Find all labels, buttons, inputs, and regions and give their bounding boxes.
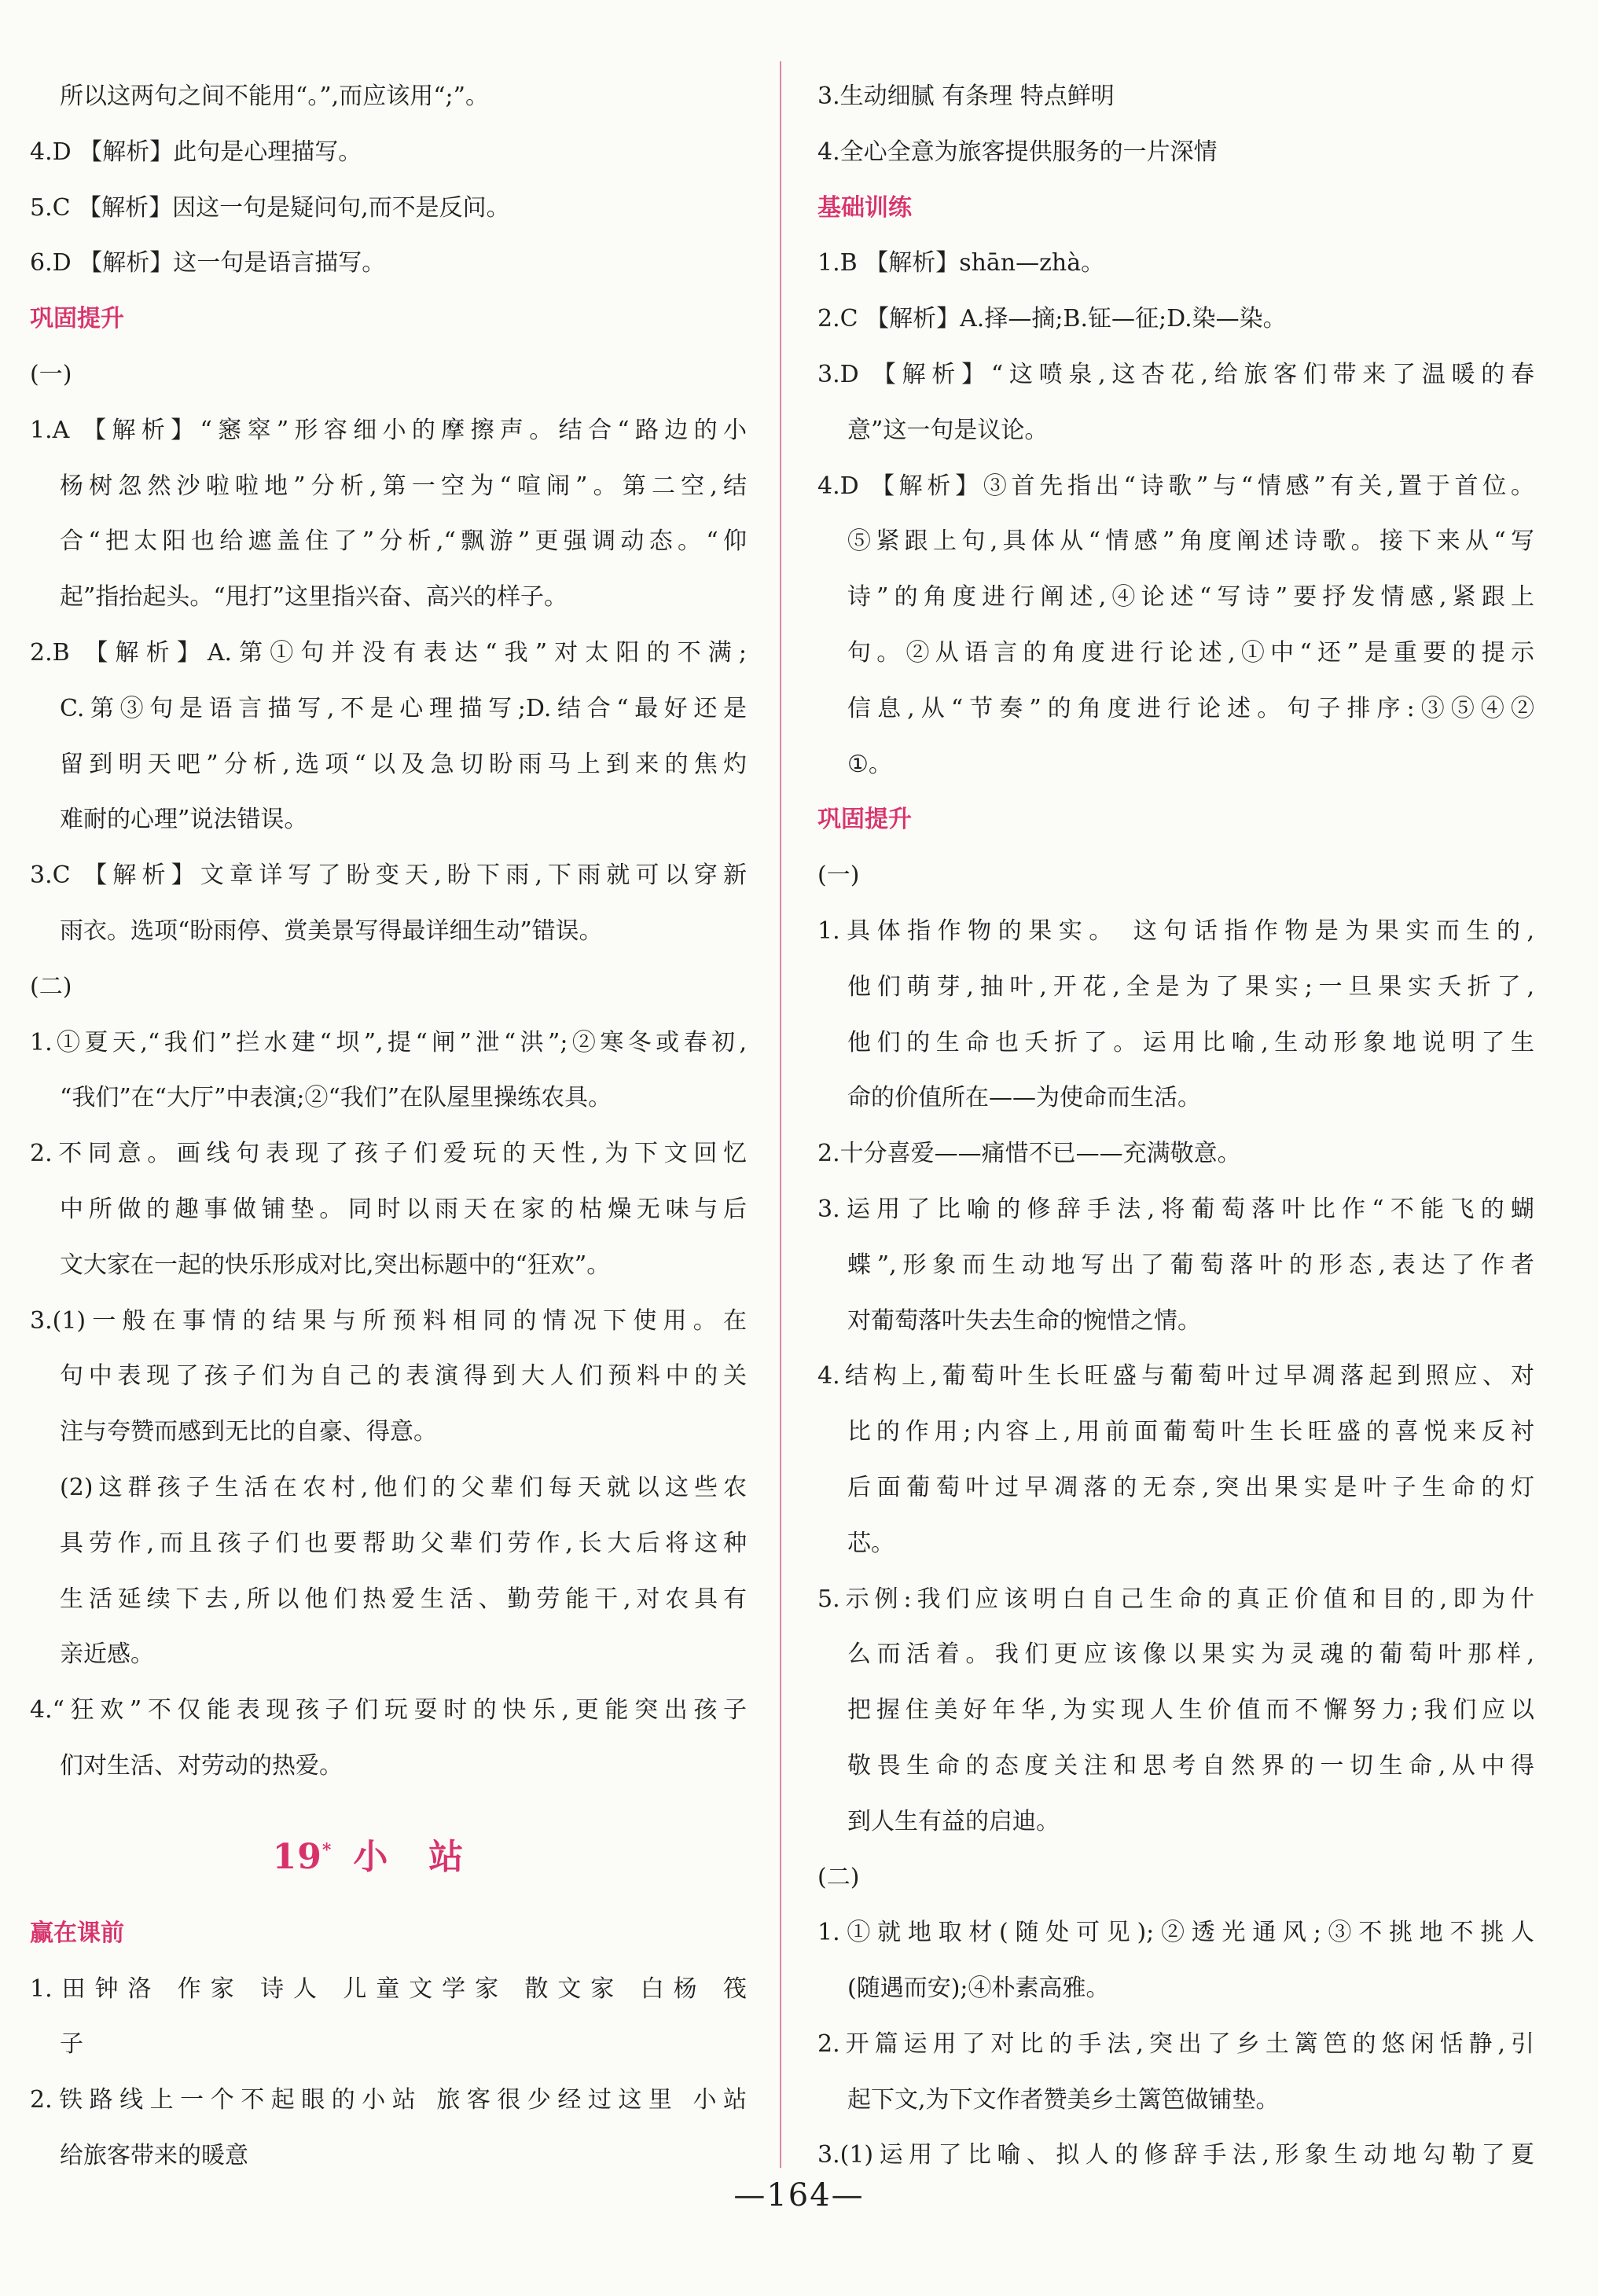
answer-line: 芯。: [847, 1529, 895, 1557]
answer-line: 3.(1)运用了比喻、拟人的修辞手法,形象生动地勾勒了夏: [817, 2141, 1534, 2169]
answer-line: 4.结构上,葡萄叶生长旺盛与葡萄叶过早凋落起到照应、对: [817, 1362, 1534, 1390]
answer-line: 3.(1)一般在事情的结果与所预料相同的情况下使用。在: [30, 1306, 747, 1335]
column-divider: [780, 61, 781, 2168]
answer-line: (一): [817, 861, 860, 890]
answer-line: 雨衣。选项“盼雨停、赏美景写得最详细生动”错误。: [60, 917, 603, 945]
lesson-asterisk: *: [321, 1839, 332, 1861]
answer-line: 2.C 【解析】A.择—摘;B.钲—征;D.染—染。: [817, 305, 1287, 333]
answer-line: 4.全心全意为旅客提供服务的一片深情: [817, 138, 1218, 166]
page-number: —164—: [733, 2177, 865, 2213]
answer-line: 1.田钟洛 作家 诗人 儿童文学家 散文家 白杨 筏: [30, 1975, 747, 2003]
lesson-title: [30, 1795, 747, 1906]
section-heading: 赢在课前: [30, 1919, 124, 1947]
section-heading: 巩固提升: [30, 305, 124, 333]
answer-line: 亲近感。: [60, 1640, 154, 1669]
answer-line: 3.生动细腻 有条理 特点鲜明: [817, 83, 1115, 110]
answer-line: 他们萌芽,抽叶,开花,全是为了果实;一旦果实夭折了,: [847, 972, 1534, 1001]
answer-line: 所以这两句之间不能用“。”,而应该用“;”。: [60, 83, 489, 110]
answer-line: ①。: [847, 750, 892, 778]
answer-line: 到人生有益的启迪。: [847, 1807, 1060, 1835]
answer-line: 4.D 【解析】③首先指出“诗歌”与“情感”有关,置于首位。: [817, 472, 1534, 500]
answer-line: 留到明天吧”分析,选项“以及急切盼雨马上到来的焦灼: [60, 750, 747, 778]
answer-line: 5.示例:我们应该明白自己生命的真正价值和目的,即为什: [817, 1585, 1534, 1613]
answer-line: 诗”的角度进行阐述,④论述“写诗”要抒发情感,紧跟上: [847, 583, 1534, 612]
answer-line: 1.A 【解析】“窸窣”形容细小的摩擦声。结合“路边的小: [30, 416, 747, 444]
answer-line: 难耐的心理”说法错误。: [60, 806, 308, 834]
answer-line: 们对生活、对劳动的热爱。: [60, 1751, 343, 1780]
answer-line: 1.具体指作物的果实。 这句话指作物是为果实而生的,: [817, 917, 1534, 945]
answer-line: 把握住美好年华,为实现人生价值而不懈努力;我们应以: [847, 1696, 1534, 1725]
lesson-name: 小站: [353, 1836, 505, 1877]
answer-line: 2.不同意。画线句表现了孩子们爱玩的天性,为下文回忆: [30, 1140, 747, 1168]
answer-line: (二): [30, 972, 72, 1001]
answer-line: 生活延续下去,所以他们热爱生活、勤劳能干,对农具有: [60, 1585, 747, 1613]
answer-line: (2)这群孩子生活在农村,他们的父辈们每天就以这些农: [60, 1473, 747, 1501]
answer-line: 命的价值所在——为使命而生活。: [847, 1084, 1201, 1112]
lesson-number: 19: [272, 1836, 322, 1877]
right-column: [817, 69, 1534, 2184]
answer-line: ⑤紧跟上句,具体从“情感”角度阐述诗歌。接下来从“写: [847, 527, 1534, 556]
answer-line: 1.B 【解析】shān—zhà。: [817, 249, 1105, 277]
answer-line: 注与夸赞而感到无比的自豪、得意。: [60, 1418, 437, 1446]
answer-line: 2.B 【解析】A.第①句并没有表达“我”对太阳的不满;: [30, 638, 747, 667]
answer-line: 他们的生命也夭折了。运用比喻,生动形象地说明了生: [847, 1028, 1534, 1056]
answer-line: 杨树忽然沙啦啦地”分析,第一空为“喧闹”。第二空,结: [60, 472, 747, 500]
answer-line: 句中表现了孩子们为自己的表演得到大人们预料中的关: [60, 1362, 747, 1390]
answer-line: 6.D 【解析】这一句是语言描写。: [30, 249, 386, 277]
answer-line: 信息,从“节奏”的角度进行论述。句子排序:③⑤④②: [847, 694, 1534, 722]
answer-line: 2.开篇运用了对比的手法,突出了乡土篱笆的悠闲恬静,引: [817, 2030, 1534, 2058]
answer-line: 3.C 【解析】文章详写了盼变天,盼下雨,下雨就可以穿新: [30, 861, 747, 890]
left-column: [30, 69, 747, 2184]
answer-line: C.第③句是语言描写,不是心理描写;D.结合“最好还是: [60, 694, 747, 722]
answer-line: 敬畏生命的态度关注和思考自然界的一切生命,从中得: [847, 1751, 1534, 1780]
answer-line: (二): [817, 1863, 860, 1891]
answer-line: 1.①夏天,“我们”拦水建“坝”,提“闸”泄“洪”;②寒冬或春初,: [30, 1028, 747, 1056]
answer-line: 中所做的趣事做铺垫。同时以雨天在家的枯燥无味与后: [60, 1195, 747, 1223]
answer-line: 起下文,为下文作者赞美乡土篱笆做铺垫。: [847, 2085, 1280, 2114]
answer-line: (一): [30, 360, 72, 388]
answer-line: 后面葡萄叶过早凋落的无奈,突出果实是叶子生命的灯: [847, 1473, 1534, 1501]
answer-line: 2.铁路线上一个不起眼的小站 旅客很少经过这里 小站: [30, 2086, 747, 2114]
answer-line: 子: [60, 2030, 83, 2059]
answer-line: 合“把太阳也给遮盖住了”分析,“飘游”更强调动态。“仰: [60, 527, 747, 556]
section-heading: 基础训练: [817, 193, 912, 222]
answer-line: 给旅客带来的暖意: [60, 2141, 248, 2169]
answer-line: 意”这一句是议论。: [847, 416, 1049, 444]
answer-line: 5.C 【解析】因这一句是疑问句,而不是反问。: [30, 193, 510, 222]
answer-line: 1.①就地取材(随处可见);②透光通风;③不挑地不挑人: [817, 1919, 1534, 1947]
answer-line: 么而活着。我们更应该像以果实为灵魂的葡萄叶那样,: [847, 1640, 1534, 1669]
answer-line: 对葡萄落叶失去生命的惋惜之情。: [847, 1306, 1201, 1335]
section-heading: 巩固提升: [817, 806, 912, 834]
answer-line: 具劳作,而且孩子们也要帮助父辈们劳作,长大后将这种: [60, 1529, 747, 1557]
answer-line: 2.十分喜爱——痛惜不已——充满敬意。: [817, 1140, 1241, 1168]
answer-line: 文大家在一起的快乐形成对比,突出标题中的“狂欢”。: [60, 1251, 611, 1279]
answer-line: 4.“狂欢”不仅能表现孩子们玩耍时的快乐,更能突出孩子: [30, 1696, 747, 1725]
answer-line: 4.D 【解析】此句是心理描写。: [30, 138, 362, 166]
answer-line: 3.运用了比喻的修辞手法,将葡萄落叶比作“不能飞的蝴: [817, 1195, 1534, 1223]
answer-line: 蝶”,形象而生动地写出了葡萄落叶的形态,表达了作者: [847, 1251, 1534, 1279]
answer-line: 起”指抬起头。“甩打”这里指兴奋、高兴的样子。: [60, 583, 568, 612]
answer-line: 句。②从语言的角度进行论述,①中“还”是重要的提示: [847, 638, 1534, 667]
answer-line: (随遇而安);④朴素高雅。: [847, 1975, 1110, 2003]
answer-line: 3.D 【解析】“这喷泉,这杏花,给旅客们带来了温暖的春: [817, 360, 1534, 388]
answer-line: 比的作用;内容上,用前面葡萄叶生长旺盛的喜悦来反衬: [847, 1418, 1534, 1446]
answer-line: “我们”在“大厅”中表演;②“我们”在队屋里操练农具。: [60, 1084, 612, 1112]
